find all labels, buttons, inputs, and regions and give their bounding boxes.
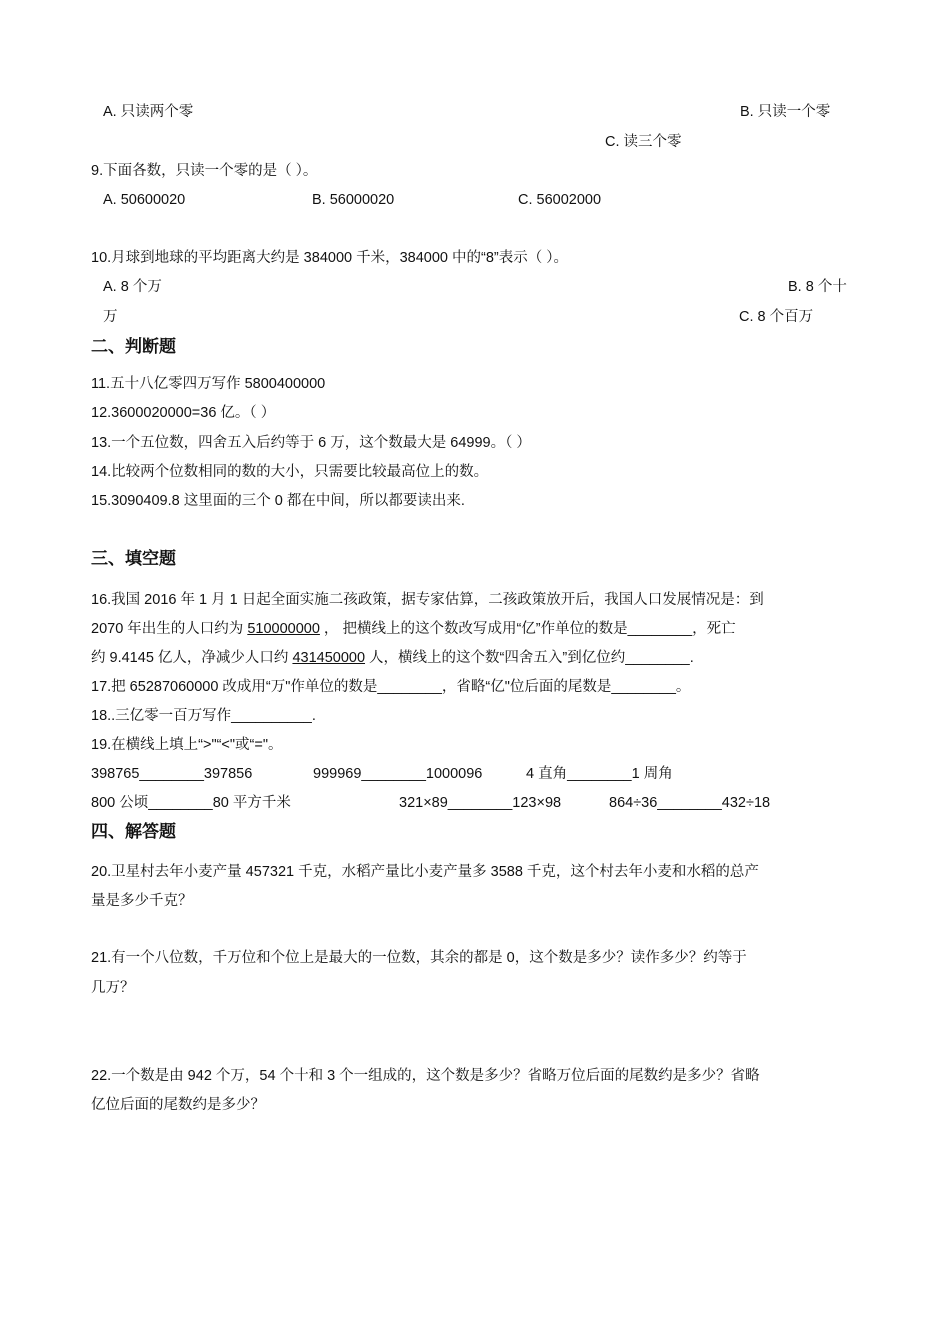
- q18: 18..三亿零一百万写作__________.: [91, 708, 316, 724]
- q16-underlined-number-2: 431450000: [292, 650, 366, 666]
- q16-line-1: 16.我国 2016 年 1 月 1 日起全面实施二孩政策，据专家估算，二孩政策放开后，我国人口发展情况是：到: [91, 592, 764, 608]
- q10-stem: 10.月球到地球的平均距离大约是 384000 千米，384000 中的“8”表示（ ）。: [91, 250, 569, 266]
- q9-stem: 9.下面各数，只读一个零的是（ ）。: [91, 163, 318, 179]
- q11: 11.五十八亿零四万写作 5800400000: [91, 376, 326, 392]
- section-title-fill-in: 三、填空题: [91, 549, 176, 568]
- q20-line-2: 量是多少千克？: [91, 893, 193, 909]
- q15: 15.3090409.8 这里面的三个 0 都在中间，所以都要读出来.: [91, 493, 465, 509]
- q16-line-2-text-b: ， 把横线上的这个数改写成用“亿”作单位的数是________，死亡: [319, 621, 736, 637]
- q20-line-1: 20.卫星村去年小麦产量 457321 千克，水稻产量比小麦产量多 3588 千克，这个村去年小麦和水稻的总产: [91, 864, 759, 880]
- q22-line-1: 22.一个数是由 942 个万，54 个十和 3 个一组成的，这个数是多少？省略万位后面的尾数约是多少？省略: [91, 1068, 760, 1084]
- q9-option-c: C. 56002000: [518, 192, 602, 208]
- q10-option-b-wrap: 万: [103, 309, 118, 325]
- q13: 13.一个五位数，四舍五入后约等于 6 万，这个数最大是 64999。（ ）: [91, 435, 531, 451]
- q16-line-3-text-a: 约 9.4145 亿人，净减少人口约: [91, 650, 293, 666]
- q19-compare-4: 800 公顷________80 平方千米: [91, 795, 291, 811]
- q8-option-c: C. 读三个零: [605, 134, 682, 150]
- q19-compare-1: 398765________397856: [91, 766, 253, 782]
- q22-line-2: 亿位后面的尾数约是多少？: [91, 1097, 265, 1113]
- q19-stem: 19.在横线上填上“>"“<"或“="。: [91, 737, 283, 753]
- q16-line-2-text-a: 2070 年出生的人口约为: [91, 621, 248, 637]
- q19-compare-2: 999969________1000096: [313, 766, 483, 782]
- q16-line-3: [91, 648, 694, 668]
- q16-line-3-text-b: 人，横线上的这个数“四舍五入”到亿位约________.: [365, 650, 694, 666]
- q8-option-b: B. 只读一个零: [740, 104, 831, 120]
- q19-compare-6: 864÷36________432÷18: [609, 795, 771, 811]
- q9-option-b: B. 56000020: [312, 192, 395, 208]
- q19-compare-3: 4 直角________1 周角: [526, 766, 673, 782]
- q21-line-2: 几万？: [91, 980, 135, 996]
- q19-compare-5: 321×89________123×98: [399, 795, 562, 811]
- q21-line-1: 21.有一个八位数，千万位和个位上是最大的一位数，其余的都是 0，这个数是多少？读作多少？约等于: [91, 950, 747, 966]
- q16-underlined-number-1: 510000000: [247, 621, 320, 637]
- q12: 12.3600020000=36 亿。（ ）: [91, 405, 276, 421]
- q16-line-2: [91, 619, 736, 639]
- section-title-judgement: 二、判断题: [91, 337, 176, 356]
- q8-option-a: A. 只读两个零: [103, 104, 194, 120]
- q14: 14.比较两个位数相同的数的大小，只需要比较最高位上的数。: [91, 464, 489, 480]
- q10-option-b: B. 8 个十: [788, 279, 847, 295]
- q17: 17.把 65287060000 改成用“万"作单位的数是________，省略“亿"位后面的尾数是________。: [91, 679, 691, 695]
- q9-option-a: A. 50600020: [103, 192, 186, 208]
- section-title-solve: 四、解答题: [91, 822, 176, 841]
- q10-option-a: A. 8 个万: [103, 279, 162, 295]
- q10-option-c: C. 8 个百万: [739, 309, 814, 325]
